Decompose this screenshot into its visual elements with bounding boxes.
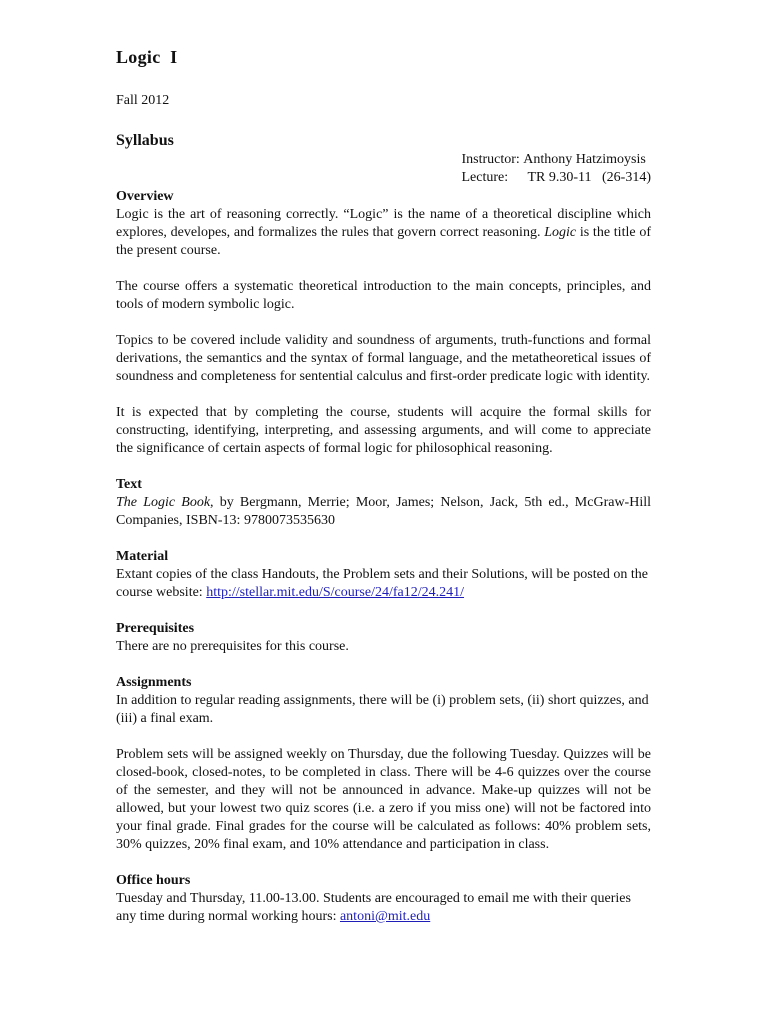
office-hours-text: Tuesday and Thursday, 11.00-13.00. Students are encouraged to email me with their queries any time during normal working hours: (116, 891, 631, 924)
overview-p1-italic: Logic (544, 225, 577, 240)
instructor-name: Anthony Hatzimoysis (523, 152, 646, 167)
assignments-heading: Assignments (116, 675, 192, 690)
textbook-details: , by Bergmann, Merrie; Moor, James; Nelson, Jack, 5th ed., McGraw-Hill Companies, ISBN-13: 9780073535630 (116, 495, 651, 528)
overview-p1-tail: is the title of the present course. (116, 225, 651, 258)
email-link[interactable]: antoni@mit.edu (339, 909, 431, 924)
textbook-citation (116, 494, 651, 530)
prerequisites-heading: Prerequisites (116, 621, 195, 636)
overview-paragraph-2: The course offers a systematic theoretical introduction to the main concepts, principles, and tools of modern symbolic logic. (116, 279, 651, 312)
course-website-link[interactable]: http://stellar.mit.edu/S/course/24/fa12/24.241/ (206, 585, 465, 600)
lecture-value: TR 9.30-11 (26-314) (527, 170, 651, 185)
instructor-row (461, 151, 651, 169)
material-text: Extant copies of the class Handouts, the Problem sets and their Solutions, will be posted on the course website: (116, 567, 648, 600)
assignments-paragraph-2: Problem sets will be assigned weekly on Thursday, due the following Tuesday. Quizzes will be closed-book, closed-notes, to be completed in class. There will be 4-6 quizzes over the course of the semester, and they will not be announced in advance. Make-up quizzes will not be allowed, but your lowest two quiz scores (i.e. a zero if you miss one) will not be factored into your final grade. Final grades for the course will be calculated as follows: 40% problem sets, 30% quizzes, 20% final exam, and 10% attendance and participation in class. (116, 747, 651, 852)
overview-paragraph-4: It is expected that by completing the course, students will acquire the formal skills for constructing, identifying, interpreting, and assessing arguments, and will come to appreciate the significance of certain aspects of formal logic for philosophical reasoning. (116, 405, 651, 456)
material-paragraph (116, 566, 651, 602)
document-heading: Syllabus (116, 132, 174, 149)
lecture-row (461, 169, 651, 187)
text-heading: Text (116, 477, 142, 492)
material-heading: Material (116, 549, 169, 564)
office-hours-heading: Office hours (116, 873, 191, 888)
prerequisites-paragraph: There are no prerequisites for this course. (116, 639, 349, 654)
overview-paragraph-3: Topics to be covered include validity and soundness of arguments, truth-functions and formal derivations, the semantics and the syntax of formal language, and the metatheoretical issues of soundness and completeness for sentential calculus and first-order predicate logic with identity. (116, 333, 651, 384)
term-label: Fall 2012 (116, 93, 170, 108)
overview-heading: Overview (116, 189, 174, 204)
overview-paragraph-1 (116, 206, 651, 260)
lecture-label: Lecture: (461, 170, 509, 185)
assignments-paragraph-1: In addition to regular reading assignments, there will be (i) problem sets, (ii) short quizzes, and (iii) a final exam. (116, 693, 649, 726)
textbook-title: The Logic Book (116, 495, 211, 510)
syllabus-body (116, 188, 651, 926)
overview-p1-text: Logic is the art of reasoning correctly. “Logic” is the name of a theoretical discipline which explores, developes, and formalizes the rules that govern correct reasoning. (116, 207, 651, 240)
instructor-label: Instructor: (461, 152, 520, 167)
office-hours-paragraph (116, 890, 651, 926)
instructor-block (461, 151, 651, 187)
course-title: Logic I (116, 47, 178, 67)
